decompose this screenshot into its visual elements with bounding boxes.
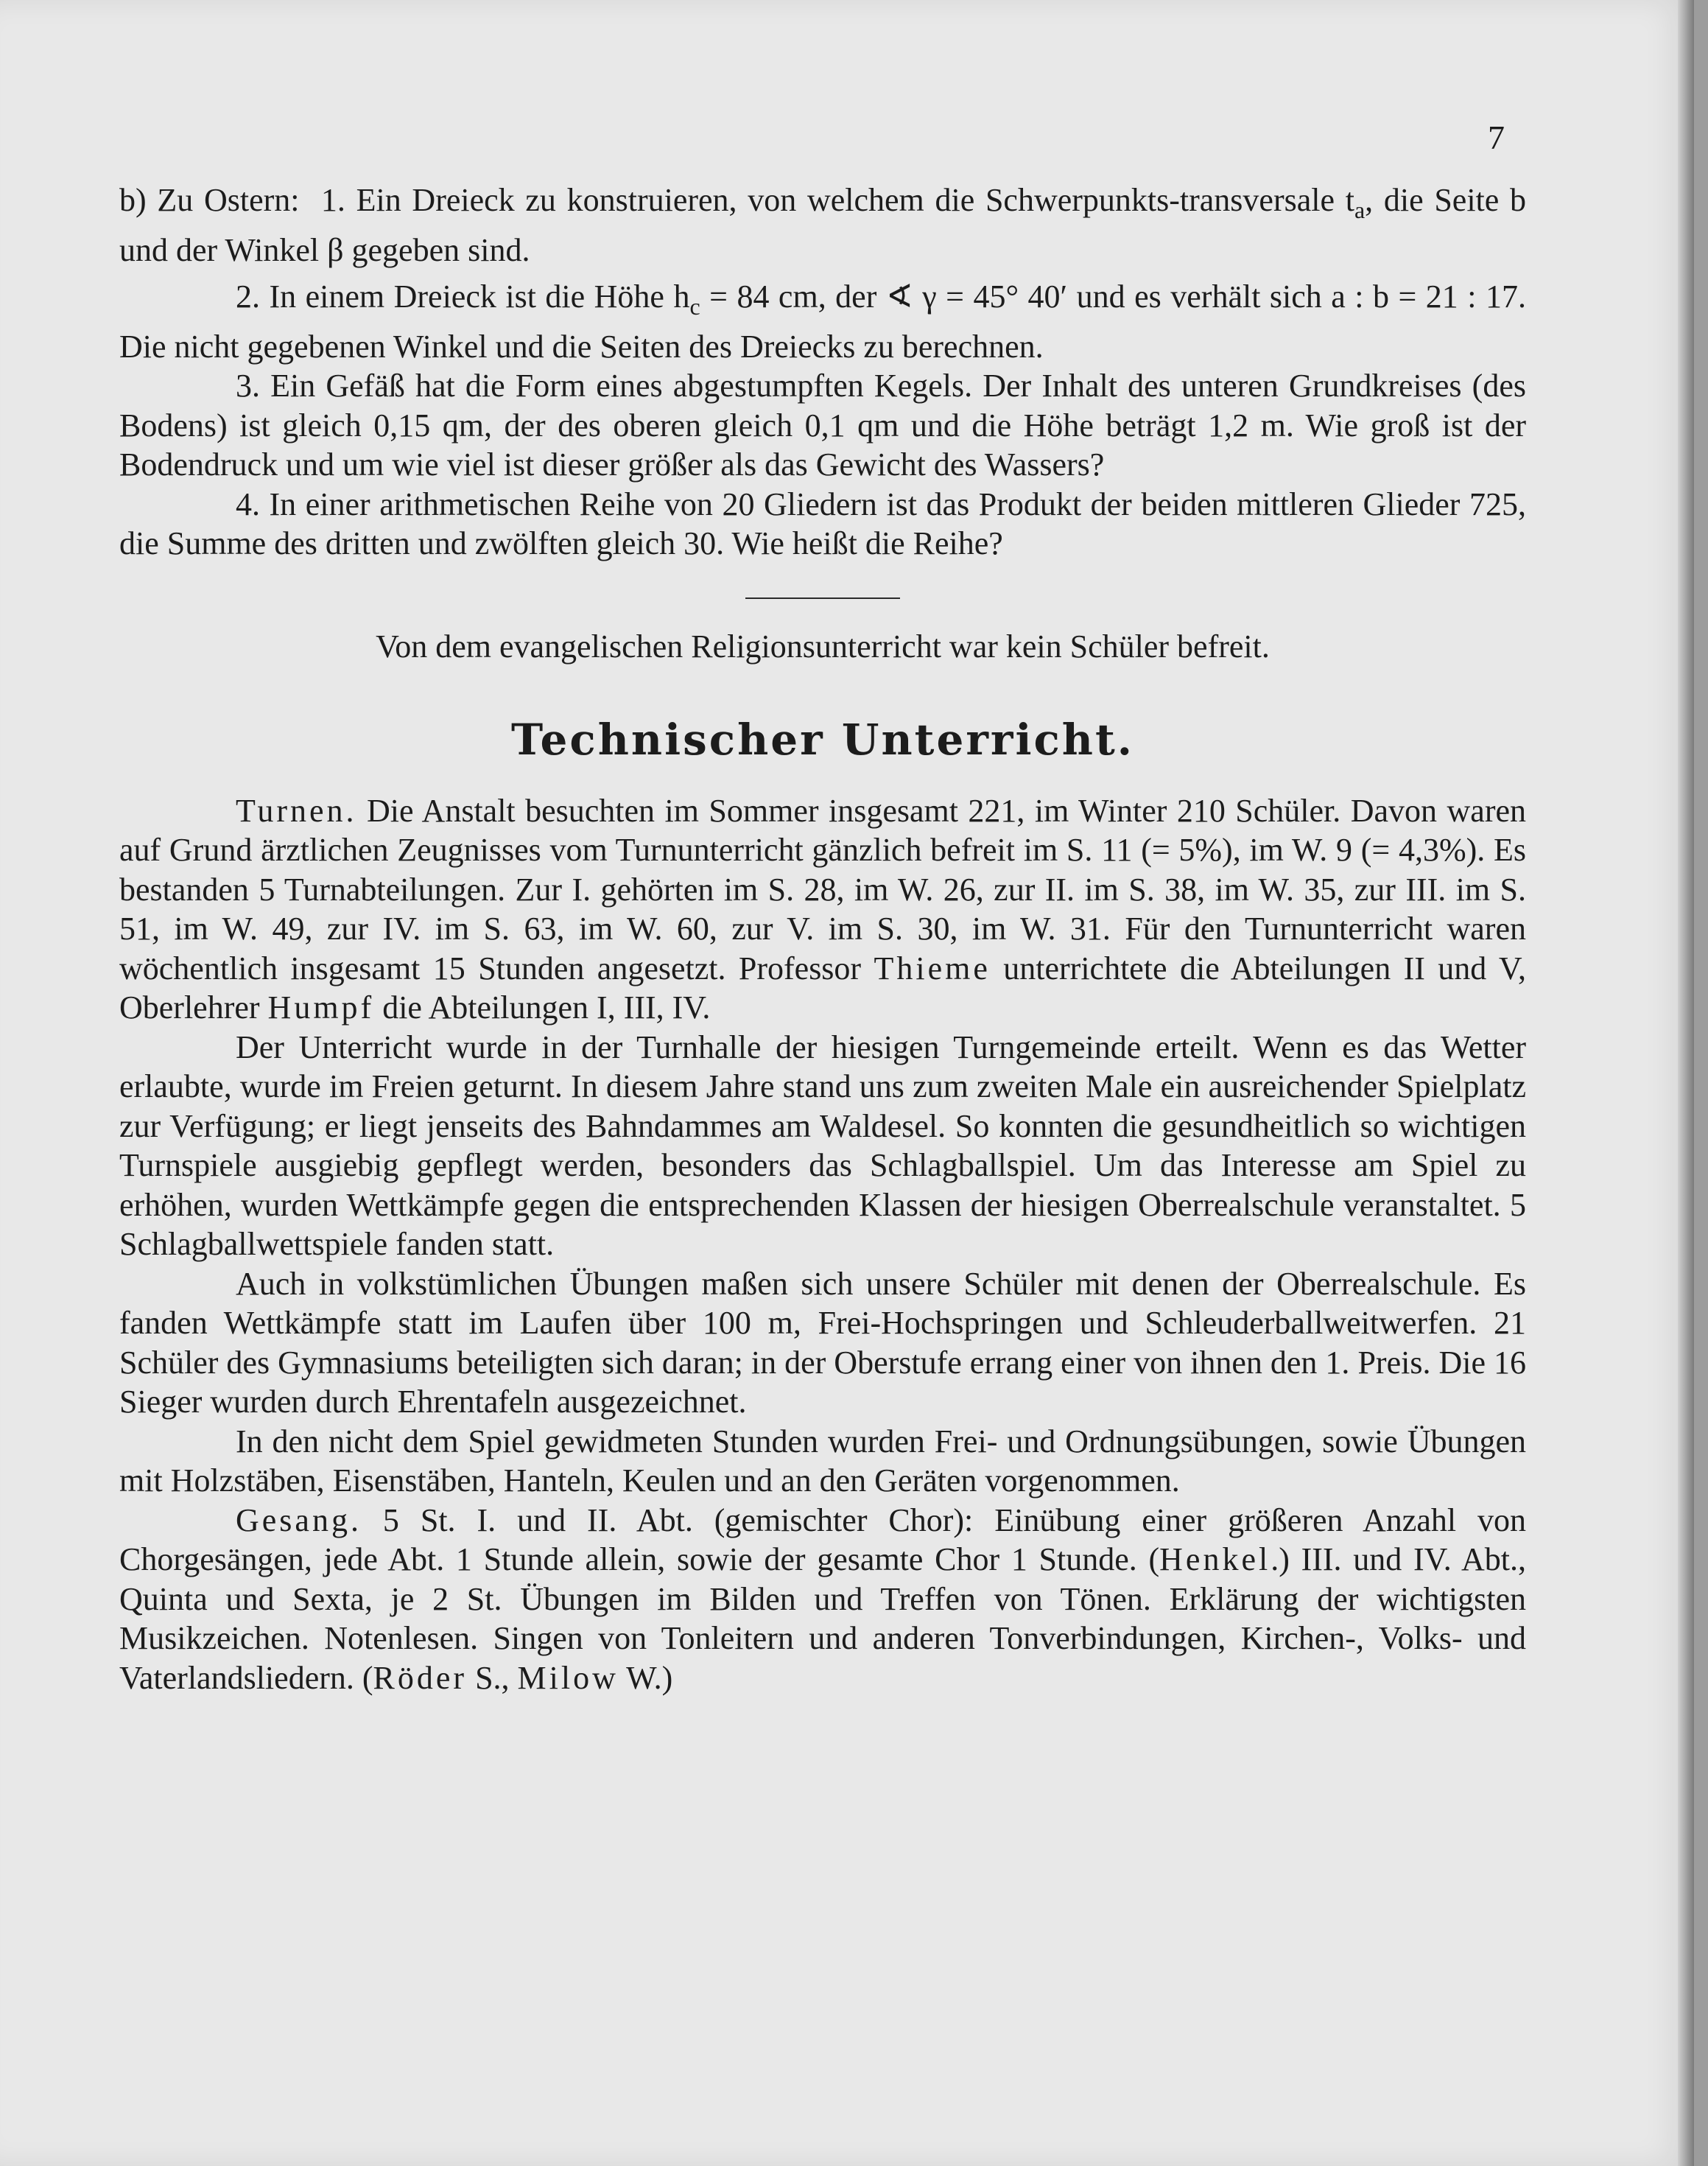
- task-1: [119, 180, 1526, 270]
- page-number: 7: [1488, 119, 1505, 156]
- task-2-subscript: c: [689, 293, 700, 320]
- page-content: [119, 180, 1526, 1697]
- teacher-name-roeder: Röder: [373, 1659, 468, 1696]
- task-group-label: b) Zu Ostern:: [119, 182, 300, 218]
- task-4: 4. In einer arithmetischen Reihe von 20 Gliedern ist das Produkt der beiden mittleren Glieder 725, die Summe des dritten und zwölften gleich 30. Wie heißt die Reihe?: [119, 486, 1526, 561]
- turnen-paragraph-2: Der Unterricht wurde in der Turnhalle der hiesigen Turngemeinde erteilt. Wenn es das Wetter erlaubte, wurde im Freien geturnt. In diesem Jahre stand uns zum zweiten Male ein ausreichender Spielplatz zur Verfügung; er liegt jenseits des Bahndammes am Waldesel. So konnten die gesundheitlich so wichtigen Turnspiele ausgiebig gepflegt werden, besonders das Schlagballspiel. Um das Interesse am Spiel zu erhöhen, wurden Wettkämpfe gegen die entsprechenden Klassen der hiesigen Oberrealschule veranstaltet. 5 Schlagballwettspiele fanden statt.: [119, 1028, 1526, 1262]
- teacher-name-humpf: Humpf: [267, 989, 375, 1026]
- turnen-text-a: Die Anstalt besuchten im Sommer insgesamt 221, im Winter 210 Schüler. Davon waren auf Grund ärztlichen Zeugnisses vom Turnunterricht gänzlich befreit im S. 11 (= 5%), im W. 9 (= 4,3%). Es bestanden 5 Turnabteilungen. Zur I. gehörten im S. 28, im W. 26, zur II. im S. 38, im W. 35, zur III. im S. 51, im W. 49, zur IV. im S. 63, im W. 60, zur V. im S. 30, im W. 31. Für den Turnunterricht waren wöchentlich insgesamt 15 Stunden angesetzt. Professor: [119, 792, 1526, 986]
- gesang-text-d: W.): [618, 1659, 673, 1696]
- turnen-paragraph-3: Auch in volkstümlichen Übungen maßen sich unsere Schüler mit denen der Oberrealschule. Es fanden Wettkämpfe statt im Laufen über 100 m, Frei-Hochspringen und Schleuderballweitwerfen. 21 Schüler des Gymnasiums beteiligten sich daran; in der Oberstufe errang einer von ihnen den 1. Preis. Die 16 Sieger wurden durch Ehrentafeln ausgezeichnet.: [119, 1265, 1526, 1420]
- religion-note: Von dem evangelischen Religionsunterricht war kein Schüler befreit.: [376, 628, 1270, 665]
- gesang-text-b: .) III. und IV. Abt., Quinta und Sexta, je 2 St. Übungen im Bilden und Treffen von Tönen. Erklärung der wichtigsten Musikzeichen. Notenlesen. Singen von Tonleitern und anderen Tonverbindungen, Kirchen-, Volks- und Vaterlandsliedern. (: [119, 1541, 1527, 1696]
- gesang-paragraph: [119, 1501, 1526, 1698]
- gesang-text-a: 5 St. I. und II. Abt. (gemischter Chor): Einübung einer größeren Anzahl von Chorgesängen, jede Abt. 1 Stunde allein, sowie der gesamte Chor 1 Stunde. (: [119, 1501, 1527, 1577]
- separator-rule: [745, 597, 900, 599]
- task-3: 3. Ein Gefäß hat die Form eines abgestumpften Kegels. Der Inhalt des unteren Grundkreises (des Bodens) ist gleich 0,15 qm, der des oberen gleich 0,1 qm und die Höhe beträgt 1,2 m. Wie groß ist der Bodendruck und um wie viel ist dieser größer als das Gewicht des Wassers?: [119, 368, 1526, 483]
- task-1-text-b: , die Seite b und der Winkel β gegeben sind.: [119, 182, 1527, 268]
- turnen-paragraph-1: [119, 791, 1526, 1028]
- gesang-label: Gesang.: [236, 1501, 362, 1538]
- turnen-text-c: die Abteilungen I, III, IV.: [382, 989, 711, 1026]
- teacher-name-thieme: Thieme: [874, 950, 991, 986]
- task-1-text-a: 1. Ein Dreieck zu konstruieren, von welchem die Schwerpunkts-transversale t: [320, 182, 1354, 218]
- teacher-name-henkel: Henkel: [1159, 1541, 1271, 1577]
- task-2: [119, 277, 1526, 366]
- turnen-label: Turnen.: [236, 792, 357, 829]
- turnen-paragraph-4: In den nicht dem Spiel gewidmeten Stunden wurden Frei- und Ordnungsübungen, sowie Übungen mit Holzstäben, Eisenstäben, Hanteln, Keulen und an den Geräten vorgenommen.: [119, 1423, 1526, 1499]
- gesang-text-c: S.,: [467, 1659, 518, 1696]
- turnen-text-b: unterrichtete die Abteilungen II und V, Oberlehrer: [119, 950, 1526, 1026]
- task-1-subscript: a: [1354, 197, 1366, 223]
- task-2-text-a: 2. In einem Dreieck ist die Höhe h: [236, 278, 690, 315]
- task-2-text-b: = 84 cm, der ∢ γ = 45° 40′ und es verhält sich a : b = 21 : 17. Die nicht gegebenen Winkel und die Seiten des Dreiecks zu berechnen.: [119, 278, 1527, 365]
- teacher-name-milow: Milow: [517, 1659, 619, 1696]
- page-edge-shadow: [1678, 0, 1694, 2166]
- section-title: Technischer Unterricht.: [511, 715, 1134, 765]
